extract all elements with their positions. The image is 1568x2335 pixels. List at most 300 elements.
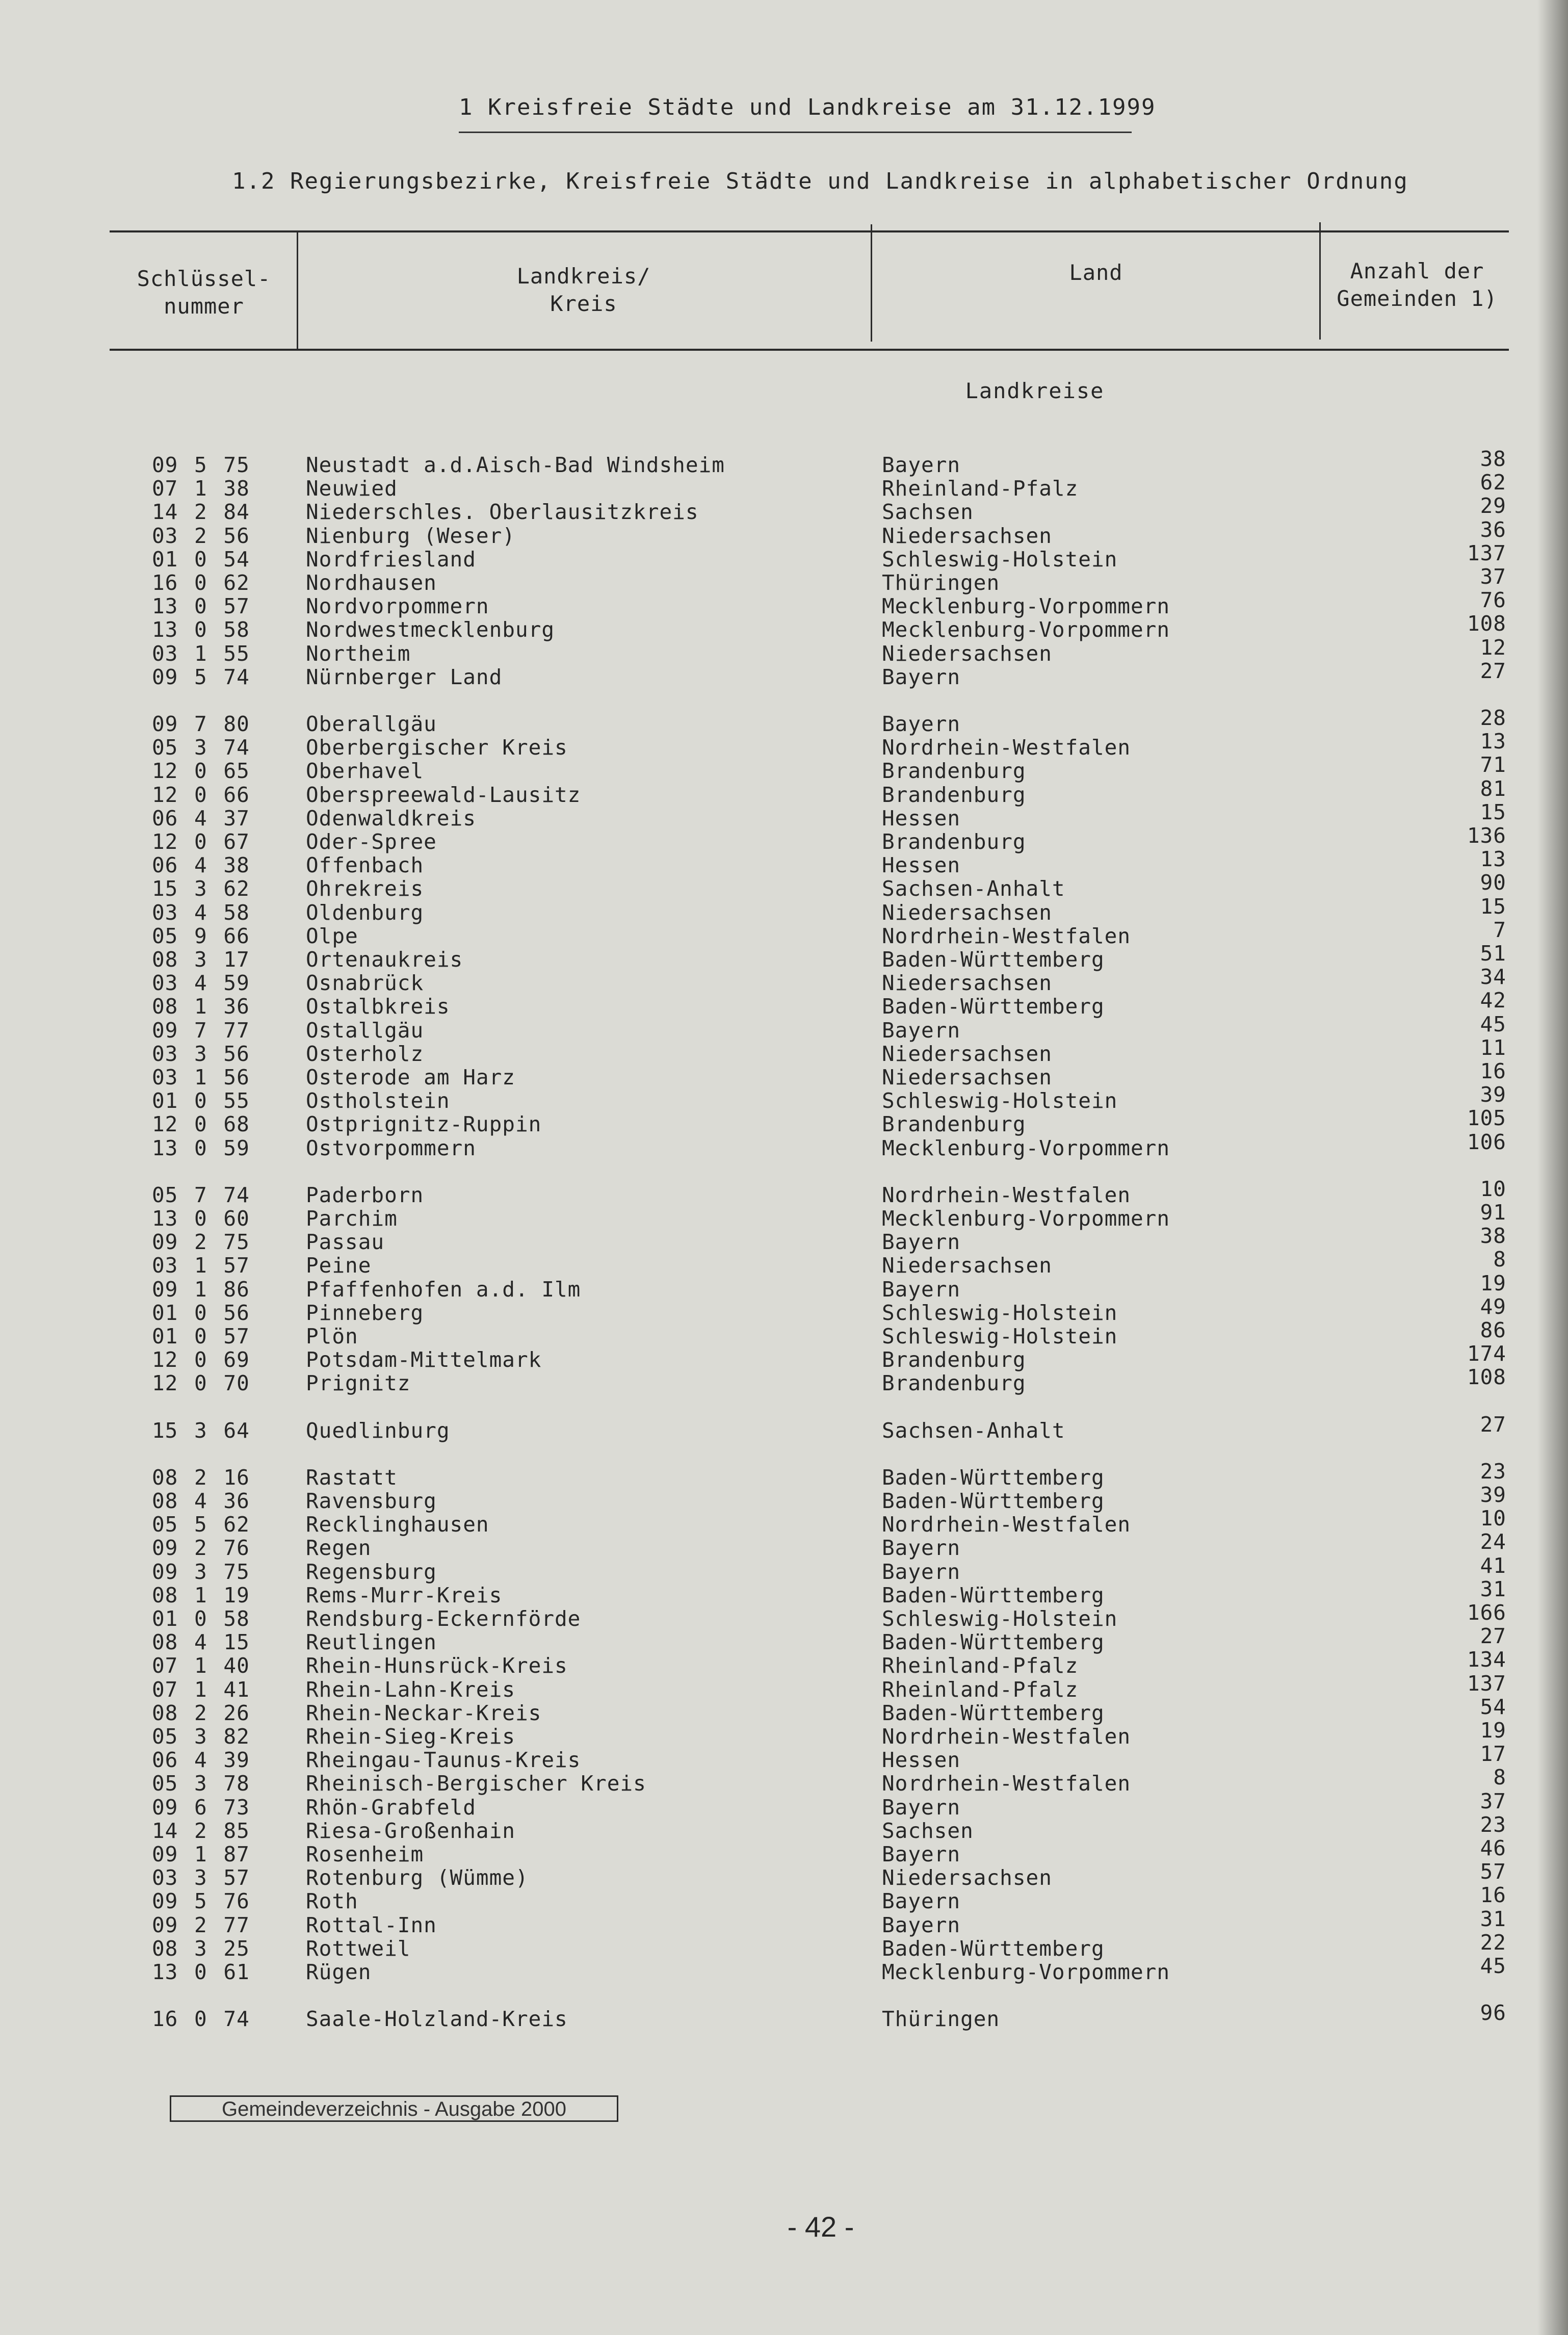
kreis-cell: Nordvorpommern [306,594,489,618]
land-cell: Mecklenburg-Vorpommern [882,1960,1170,1984]
kreis-cell: Osterholz [306,1042,424,1066]
table-row [0,1318,1568,1348]
kreis-cell: Ostallgäu [306,1018,424,1043]
kreis-cell: Passau [306,1230,385,1254]
table-row [0,1695,1568,1725]
kreis-cell: Rügen [306,1960,372,1984]
table-row [0,776,1568,807]
table-row [0,1765,1568,1796]
land-cell: Schleswig-Holstein [882,1088,1118,1113]
kreis-cell: Osterode am Harz [306,1065,515,1089]
anzahl-cell: 34 [1480,965,1506,989]
land-cell: Bayern [882,1560,961,1584]
schluessel-cell: 12 0 65 [152,759,250,783]
anzahl-cell: 15 [1480,800,1506,824]
anzahl-cell: 105 [1467,1106,1506,1130]
table-row [0,1907,1568,1937]
schluessel-cell: 09 2 75 [152,1230,250,1254]
anzahl-cell: 28 [1480,706,1506,730]
table-row [0,447,1568,477]
table-row [0,753,1568,783]
table-row [0,800,1568,831]
anzahl-cell: 17 [1480,1742,1506,1766]
table-row [0,1082,1568,1113]
schluessel-cell: 05 3 82 [152,1724,250,1749]
table-row [0,1529,1568,1560]
table-row [0,1130,1568,1160]
land-cell: Niedersachsen [882,900,1052,925]
schluessel-cell: 08 2 16 [152,1465,250,1490]
schluessel-cell: 09 5 75 [152,453,250,477]
table-row [0,1671,1568,1702]
kreis-cell: Neustadt a.d.Aisch-Bad Windsheim [306,453,725,477]
section-heading: Landkreise [965,378,1105,403]
anzahl-cell: 13 [1480,847,1506,871]
schluessel-cell: 09 6 73 [152,1795,250,1820]
schluessel-cell: 12 0 70 [152,1371,250,1395]
table-row [0,823,1568,854]
anzahl-cell: 39 [1480,1483,1506,1507]
column-header-kreis: Landkreis/ Kreis [516,264,651,316]
schluessel-cell: 12 0 68 [152,1112,250,1136]
schluessel-cell: 07 1 41 [152,1677,250,1702]
anzahl-cell: 31 [1480,1907,1506,1931]
kreis-cell: Neuwied [306,476,398,501]
schluessel-cell: 08 4 15 [152,1630,250,1654]
schluessel-cell: 06 4 38 [152,853,250,877]
schluessel-cell: 08 4 36 [152,1489,250,1513]
publication-label: Gemeindeverzeichnis - Ausgabe 2000 [170,2095,618,2122]
schluessel-cell: 09 2 76 [152,1536,250,1560]
schluessel-cell: 07 1 40 [152,1653,250,1678]
kreis-cell: Rotenburg (Wümme) [306,1865,529,1890]
land-cell: Baden-Württemberg [882,1630,1105,1654]
kreis-cell: Ostholstein [306,1088,450,1113]
anzahl-cell: 27 [1480,1624,1506,1648]
kreis-cell: Riesa-Großenhain [306,1819,515,1843]
schluessel-cell: 01 0 56 [152,1301,250,1325]
anzahl-cell: 106 [1467,1130,1506,1154]
table-row [0,1577,1568,1607]
land-cell: Sachsen-Anhalt [882,876,1065,901]
schluessel-cell: 08 3 25 [152,1936,250,1961]
land-cell: Bayern [882,1018,961,1043]
schluessel-cell: 09 3 75 [152,1560,250,1584]
column-divider [871,224,872,342]
schluessel-cell: 09 7 77 [152,1018,250,1043]
table-row [0,965,1568,995]
table-row [0,729,1568,760]
table-row [0,1294,1568,1325]
table-row [0,941,1568,972]
schluessel-cell: 16 0 62 [152,570,250,595]
land-cell: Brandenburg [882,1371,1026,1395]
schluessel-cell: 09 1 86 [152,1277,250,1302]
anzahl-cell: 19 [1480,1718,1506,1743]
kreis-cell: Ostalbkreis [306,994,450,1019]
kreis-cell: Nürnberger Land [306,665,503,689]
anzahl-cell: 7 [1493,918,1506,942]
column-divider [297,231,298,349]
land-cell: Schleswig-Holstein [882,1301,1118,1325]
kreis-cell: Oberbergischer Kreis [306,735,568,760]
schluessel-cell: 01 0 55 [152,1088,250,1113]
land-cell: Niedersachsen [882,1065,1052,1089]
kreis-cell: Offenbach [306,853,424,877]
land-cell: Thüringen [882,2007,1000,2031]
table-row [0,470,1568,501]
kreis-cell: Pinneberg [306,1301,424,1325]
land-cell: Nordrhein-Westfalen [882,1724,1131,1749]
schluessel-cell: 08 1 36 [152,994,250,1019]
table-row [0,1954,1568,1984]
table-row [0,1412,1568,1443]
table-row [0,1836,1568,1866]
kreis-cell: Quedlinburg [306,1418,450,1443]
anzahl-cell: 29 [1480,494,1506,518]
table-row [0,2001,1568,2031]
schluessel-cell: 06 4 39 [152,1748,250,1772]
anzahl-cell: 24 [1480,1529,1506,1554]
schluessel-cell: 14 2 84 [152,500,250,524]
kreis-cell: Ortenaukreis [306,947,463,972]
table-row [0,635,1568,666]
anzahl-cell: 91 [1480,1200,1506,1225]
land-cell: Niedersachsen [882,971,1052,995]
land-cell: Mecklenburg-Vorpommern [882,1136,1170,1160]
anzahl-cell: 134 [1467,1647,1506,1672]
land-cell: Baden-Württemberg [882,1465,1105,1490]
column-header-schluessel: Schlüssel- nummer [137,266,271,319]
kreis-cell: Regensburg [306,1560,437,1584]
table-row [0,1930,1568,1961]
table-row [0,1177,1568,1207]
anzahl-cell: 23 [1480,1459,1506,1484]
land-cell: Bayern [882,1536,961,1560]
column-divider [1319,222,1321,340]
anzahl-cell: 71 [1480,753,1506,777]
land-cell: Niedersachsen [882,524,1052,548]
table-row [0,564,1568,595]
kreis-cell: Oberspreewald-Lausitz [306,783,581,807]
land-cell: Hessen [882,853,961,877]
anzahl-cell: 81 [1480,776,1506,801]
land-cell: Brandenburg [882,829,1026,854]
kreis-cell: Parchim [306,1206,398,1231]
kreis-cell: Regen [306,1536,372,1560]
table-row [0,1812,1568,1843]
schluessel-cell: 13 0 58 [152,617,250,642]
table-row [0,1624,1568,1654]
anzahl-cell: 57 [1480,1859,1506,1884]
land-cell: Niedersachsen [882,1253,1052,1278]
land-cell: Sachsen [882,500,974,524]
table-row [0,659,1568,689]
land-cell: Schleswig-Holstein [882,1324,1118,1348]
land-cell: Rheinland-Pfalz [882,476,1079,501]
kreis-cell: Rhein-Neckar-Kreis [306,1701,542,1725]
title-underline [459,132,1132,133]
anzahl-cell: 22 [1480,1930,1506,1955]
land-cell: Nordrhein-Westfalen [882,1183,1131,1207]
kreis-cell: Rhein-Lahn-Kreis [306,1677,515,1702]
table-header-bottom-rule [110,349,1509,351]
table-row [0,706,1568,736]
kreis-cell: Peine [306,1253,372,1278]
anzahl-cell: 10 [1480,1177,1506,1201]
kreis-cell: Niederschles. Oberlausitzkreis [306,500,699,524]
land-cell: Baden-Württemberg [882,994,1105,1019]
anzahl-cell: 46 [1480,1836,1506,1860]
schluessel-cell: 09 5 76 [152,1889,250,1913]
table-row [0,1600,1568,1631]
table-row [0,1883,1568,1913]
kreis-cell: Rendsburg-Eckernförde [306,1606,581,1631]
table-row [0,1341,1568,1372]
schluessel-cell: 01 0 57 [152,1324,250,1348]
anzahl-cell: 86 [1480,1318,1506,1342]
page-title: 1 Kreisfreie Städte und Landkreise am 31.12.1999 [459,94,1156,120]
table-row [0,1365,1568,1395]
anzahl-cell: 16 [1480,1883,1506,1907]
schluessel-cell: 03 1 55 [152,641,250,666]
schluessel-cell: 03 1 56 [152,1065,250,1089]
land-cell: Mecklenburg-Vorpommern [882,594,1170,618]
land-cell: Brandenburg [882,759,1026,783]
anzahl-cell: 51 [1480,941,1506,966]
schluessel-cell: 07 1 38 [152,476,250,501]
table-row [0,541,1568,572]
schluessel-cell: 01 0 54 [152,547,250,572]
anzahl-cell: 54 [1480,1695,1506,1719]
schluessel-cell: 03 4 58 [152,900,250,925]
anzahl-cell: 13 [1480,729,1506,754]
kreis-cell: Ohrekreis [306,876,424,901]
land-cell: Hessen [882,1748,961,1772]
table-row [0,1859,1568,1890]
schluessel-cell: 08 3 17 [152,947,250,972]
schluessel-cell: 16 0 74 [152,2007,250,2031]
table-row [0,847,1568,877]
kreis-cell: Nordwestmecklenburg [306,617,555,642]
land-cell: Bayern [882,1277,961,1302]
schluessel-cell: 03 1 57 [152,1253,250,1278]
kreis-cell: Ravensburg [306,1489,437,1513]
anzahl-cell: 136 [1467,823,1506,848]
anzahl-cell: 12 [1480,635,1506,660]
anzahl-cell: 31 [1480,1577,1506,1601]
kreis-cell: Odenwaldkreis [306,806,476,831]
anzahl-cell: 10 [1480,1506,1506,1530]
land-cell: Brandenburg [882,1347,1026,1372]
kreis-cell: Paderborn [306,1183,424,1207]
table-row [0,1224,1568,1254]
table-row [0,1789,1568,1820]
land-cell: Bayern [882,1230,961,1254]
kreis-cell: Pfaffenhofen a.d. Ilm [306,1277,581,1302]
kreis-cell: Oberhavel [306,759,424,783]
schluessel-cell: 15 3 62 [152,876,250,901]
land-cell: Rheinland-Pfalz [882,1653,1079,1678]
land-cell: Mecklenburg-Vorpommern [882,617,1170,642]
table-row [0,1506,1568,1537]
anzahl-cell: 90 [1480,870,1506,895]
anzahl-cell: 16 [1480,1059,1506,1083]
kreis-cell: Osnabrück [306,971,424,995]
land-cell: Bayern [882,1795,961,1820]
kreis-cell: Roth [306,1889,358,1913]
anzahl-cell: 27 [1480,659,1506,683]
anzahl-cell: 37 [1480,1789,1506,1813]
land-cell: Bayern [882,665,961,689]
anzahl-cell: 23 [1480,1812,1506,1837]
table-row [0,1742,1568,1772]
anzahl-cell: 76 [1480,588,1506,612]
schluessel-cell: 13 0 59 [152,1136,250,1160]
table-top-rule [110,230,1509,232]
anzahl-cell: 45 [1480,1954,1506,1978]
kreis-cell: Olpe [306,924,358,948]
table-row [0,494,1568,524]
land-cell: Sachsen-Anhalt [882,1418,1065,1443]
anzahl-cell: 108 [1467,611,1506,636]
kreis-cell: Oder-Spree [306,829,437,854]
land-cell: Schleswig-Holstein [882,547,1118,572]
kreis-cell: Rhein-Hunsrück-Kreis [306,1653,568,1678]
schluessel-cell: 05 3 74 [152,735,250,760]
anzahl-cell: 19 [1480,1271,1506,1295]
table-row [0,1247,1568,1278]
land-cell: Nordrhein-Westfalen [882,1512,1131,1537]
schluessel-cell: 05 5 62 [152,1512,250,1537]
anzahl-cell: 137 [1467,541,1506,565]
schluessel-cell: 12 0 66 [152,783,250,807]
kreis-cell: Ostvorpommern [306,1136,476,1160]
anzahl-cell: 62 [1480,470,1506,495]
table-row [0,517,1568,548]
anzahl-cell: 37 [1480,564,1506,589]
schluessel-cell: 13 0 61 [152,1960,250,1984]
kreis-cell: Rottweil [306,1936,411,1961]
anzahl-cell: 39 [1480,1082,1506,1107]
schluessel-cell: 03 2 56 [152,524,250,548]
table-row [0,1106,1568,1136]
schluessel-cell: 12 0 69 [152,1347,250,1372]
table-row [0,1035,1568,1066]
land-cell: Nordrhein-Westfalen [882,1771,1131,1796]
kreis-cell: Rems-Murr-Kreis [306,1583,503,1607]
kreis-cell: Nordhausen [306,570,437,595]
table-row [0,1647,1568,1678]
schluessel-cell: 03 3 57 [152,1865,250,1890]
anzahl-cell: 49 [1480,1294,1506,1319]
anzahl-cell: 38 [1480,1224,1506,1248]
land-cell: Bayern [882,1842,961,1866]
land-cell: Baden-Württemberg [882,1489,1105,1513]
page-edge-shadow [1537,0,1568,2335]
table-row [0,894,1568,925]
kreis-cell: Rottal-Inn [306,1913,437,1937]
land-cell: Bayern [882,453,961,477]
land-cell: Schleswig-Holstein [882,1606,1118,1631]
anzahl-cell: 38 [1480,447,1506,471]
schluessel-cell: 08 1 19 [152,1583,250,1607]
land-cell: Baden-Württemberg [882,1583,1105,1607]
kreis-cell: Reutlingen [306,1630,437,1654]
land-cell: Niedersachsen [882,1042,1052,1066]
schluessel-cell: 09 5 74 [152,665,250,689]
land-cell: Nordrhein-Westfalen [882,735,1131,760]
schluessel-cell: 03 4 59 [152,971,250,995]
land-cell: Bayern [882,1889,961,1913]
table-row [0,1271,1568,1302]
column-header-anzahl: Anzahl der Gemeinden 1) [1337,258,1498,311]
schluessel-cell: 12 0 67 [152,829,250,854]
anzahl-cell: 108 [1467,1365,1506,1389]
table-row [0,1718,1568,1749]
land-cell: Sachsen [882,1819,974,1843]
land-cell: Niedersachsen [882,1865,1052,1890]
land-cell: Brandenburg [882,783,1026,807]
kreis-cell: Recklinghausen [306,1512,489,1537]
kreis-cell: Oberallgäu [306,712,437,736]
kreis-cell: Plön [306,1324,358,1348]
table-row [0,1459,1568,1490]
column-header-land: Land [1069,260,1123,285]
table-row [0,1012,1568,1043]
anzahl-cell: 27 [1480,1412,1506,1437]
kreis-cell: Nordfriesland [306,547,476,572]
anzahl-cell: 42 [1480,988,1506,1013]
table-row [0,1483,1568,1513]
land-cell: Mecklenburg-Vorpommern [882,1206,1170,1231]
anzahl-cell: 36 [1480,517,1506,542]
kreis-cell: Oldenburg [306,900,424,925]
schluessel-cell: 15 3 64 [152,1418,250,1443]
schluessel-cell: 05 7 74 [152,1183,250,1207]
anzahl-cell: 11 [1480,1035,1506,1060]
anzahl-cell: 137 [1467,1671,1506,1696]
land-cell: Brandenburg [882,1112,1026,1136]
land-cell: Rheinland-Pfalz [882,1677,1079,1702]
land-cell: Hessen [882,806,961,831]
kreis-cell: Rastatt [306,1465,398,1490]
schluessel-cell: 14 2 85 [152,1819,250,1843]
anzahl-cell: 45 [1480,1012,1506,1036]
table-row [0,1553,1568,1584]
schluessel-cell: 13 0 57 [152,594,250,618]
anzahl-cell: 174 [1467,1341,1506,1366]
schluessel-cell: 06 4 37 [152,806,250,831]
schluessel-cell: 03 3 56 [152,1042,250,1066]
kreis-cell: Rhön-Grabfeld [306,1795,476,1820]
kreis-cell: Ostprignitz-Ruppin [306,1112,542,1136]
land-cell: Bayern [882,1913,961,1937]
table-row [0,1200,1568,1231]
kreis-cell: Potsdam-Mittelmark [306,1347,542,1372]
table-row [0,918,1568,948]
schluessel-cell: 01 0 58 [152,1606,250,1631]
land-cell: Baden-Württemberg [882,1701,1105,1725]
anzahl-cell: 41 [1480,1553,1506,1578]
table-row [0,588,1568,618]
table-row [0,611,1568,642]
anzahl-cell: 96 [1480,2001,1506,2025]
table-row [0,870,1568,901]
table-row [0,988,1568,1019]
schluessel-cell: 05 9 66 [152,924,250,948]
land-cell: Baden-Württemberg [882,947,1105,972]
